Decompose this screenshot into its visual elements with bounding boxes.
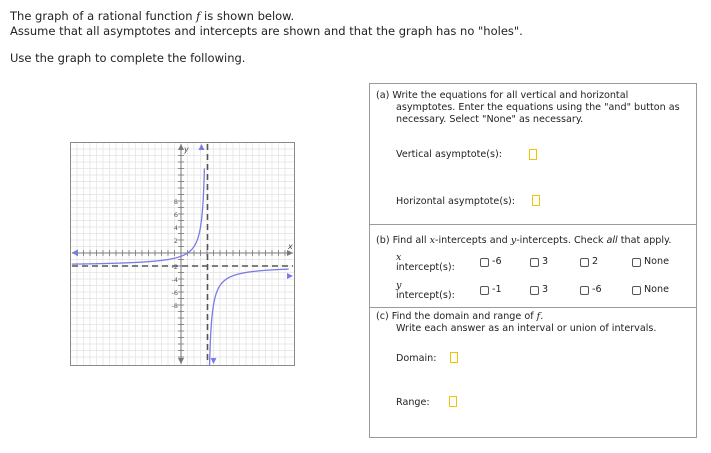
x-intercept-label: intercept(s): xyxy=(396,262,455,273)
part-c-function-variable: f xyxy=(536,311,541,322)
y-tick-label: 2 xyxy=(173,237,178,245)
problem-statement-line2: Assume that all asymptotes and intercepts are shown and that the graph has no "holes". xyxy=(10,24,523,38)
part-b-instruction xyxy=(376,235,671,247)
part-b-text-all: all xyxy=(606,235,618,246)
y-variable: y xyxy=(510,235,517,246)
function-variable: f xyxy=(196,9,201,23)
graph-svg xyxy=(70,142,295,366)
y-intercept-label: intercept(s): xyxy=(396,290,455,301)
x-intercept-option-2: 2 xyxy=(592,256,599,267)
part-c-instruction-1 xyxy=(376,311,543,323)
part-c-instruction-2: Write each answer as an interval or union of intervals. xyxy=(396,323,657,334)
part-a-instruction-1: (a) Write the equations for all vertical and horizontal xyxy=(376,90,629,101)
y-intercept-checkbox-neg6[interactable] xyxy=(580,286,589,295)
x-intercept-checkbox-neg6[interactable] xyxy=(480,258,489,267)
vertical-asymptote-input[interactable] xyxy=(529,149,537,160)
x-intercept-option-3: 3 xyxy=(542,256,549,267)
y-tick-label: -6 xyxy=(171,289,178,297)
y-tick-label: 4 xyxy=(173,224,178,232)
part-c-panel xyxy=(369,307,697,438)
part-b-panel xyxy=(369,224,697,308)
y-tick-label: -4 xyxy=(171,276,178,284)
part-a-panel xyxy=(369,83,697,225)
part-b-text-1: (b) Find all xyxy=(376,235,430,246)
part-c-text-1: (c) Find the domain and range of xyxy=(376,311,537,322)
y-intercept-option-neg1: -1 xyxy=(492,284,502,295)
horizontal-asymptote-label: Horizontal asymptote(s): xyxy=(396,196,516,207)
y-intercept-option-none: None xyxy=(644,284,670,295)
part-a-instruction-2: asymptotes. Enter the equations using the "and" button as xyxy=(396,102,680,113)
vertical-asymptote-label: Vertical asymptote(s): xyxy=(396,149,502,160)
rational-function-graph xyxy=(70,142,295,366)
domain-input[interactable] xyxy=(450,352,458,363)
x-intercept-var: x xyxy=(396,252,402,263)
y-tick-label: 8 xyxy=(173,198,178,206)
horizontal-asymptote-input[interactable] xyxy=(532,195,540,206)
y-tick-label: 6 xyxy=(173,211,178,219)
part-b-text-4: that apply. xyxy=(617,235,672,246)
y-intercept-option-neg6: -6 xyxy=(592,284,602,295)
x-intercept-option-none: None xyxy=(644,256,670,267)
y-intercept-option-3: 3 xyxy=(542,284,549,295)
domain-label: Domain: xyxy=(396,353,437,364)
y-intercept-checkbox-neg1[interactable] xyxy=(480,286,489,295)
problem-statement-line1 xyxy=(10,9,294,23)
x-intercept-checkbox-2[interactable] xyxy=(580,258,589,267)
part-c-text-2: . xyxy=(540,311,544,322)
y-tick-label: -8 xyxy=(171,302,178,310)
x-intercept-option-neg6: -6 xyxy=(492,256,502,267)
x-intercept-checkbox-3[interactable] xyxy=(530,258,539,267)
part-b-text-3: -intercepts. Check xyxy=(516,235,607,246)
range-label: Range: xyxy=(396,397,430,408)
range-input[interactable] xyxy=(449,396,457,407)
y-intercept-checkbox-3[interactable] xyxy=(530,286,539,295)
intro-text-end: is shown below. xyxy=(200,9,295,23)
y-axis-label: y xyxy=(184,145,189,154)
y-intercept-var: y xyxy=(396,280,402,291)
instruction-text: Use the graph to complete the following. xyxy=(10,51,246,65)
part-a-instruction-3: necessary. Select "None" as necessary. xyxy=(396,114,584,125)
x-variable: x xyxy=(429,235,436,246)
y-intercept-checkbox-none[interactable] xyxy=(632,286,641,295)
x-axis-label: x xyxy=(288,242,293,251)
y-tick-label: -2 xyxy=(171,263,178,271)
part-b-text-2: -intercepts and xyxy=(435,235,511,246)
intro-text: The graph of a rational function xyxy=(10,9,197,23)
graph-frame xyxy=(71,143,295,366)
x-intercept-checkbox-none[interactable] xyxy=(632,258,641,267)
